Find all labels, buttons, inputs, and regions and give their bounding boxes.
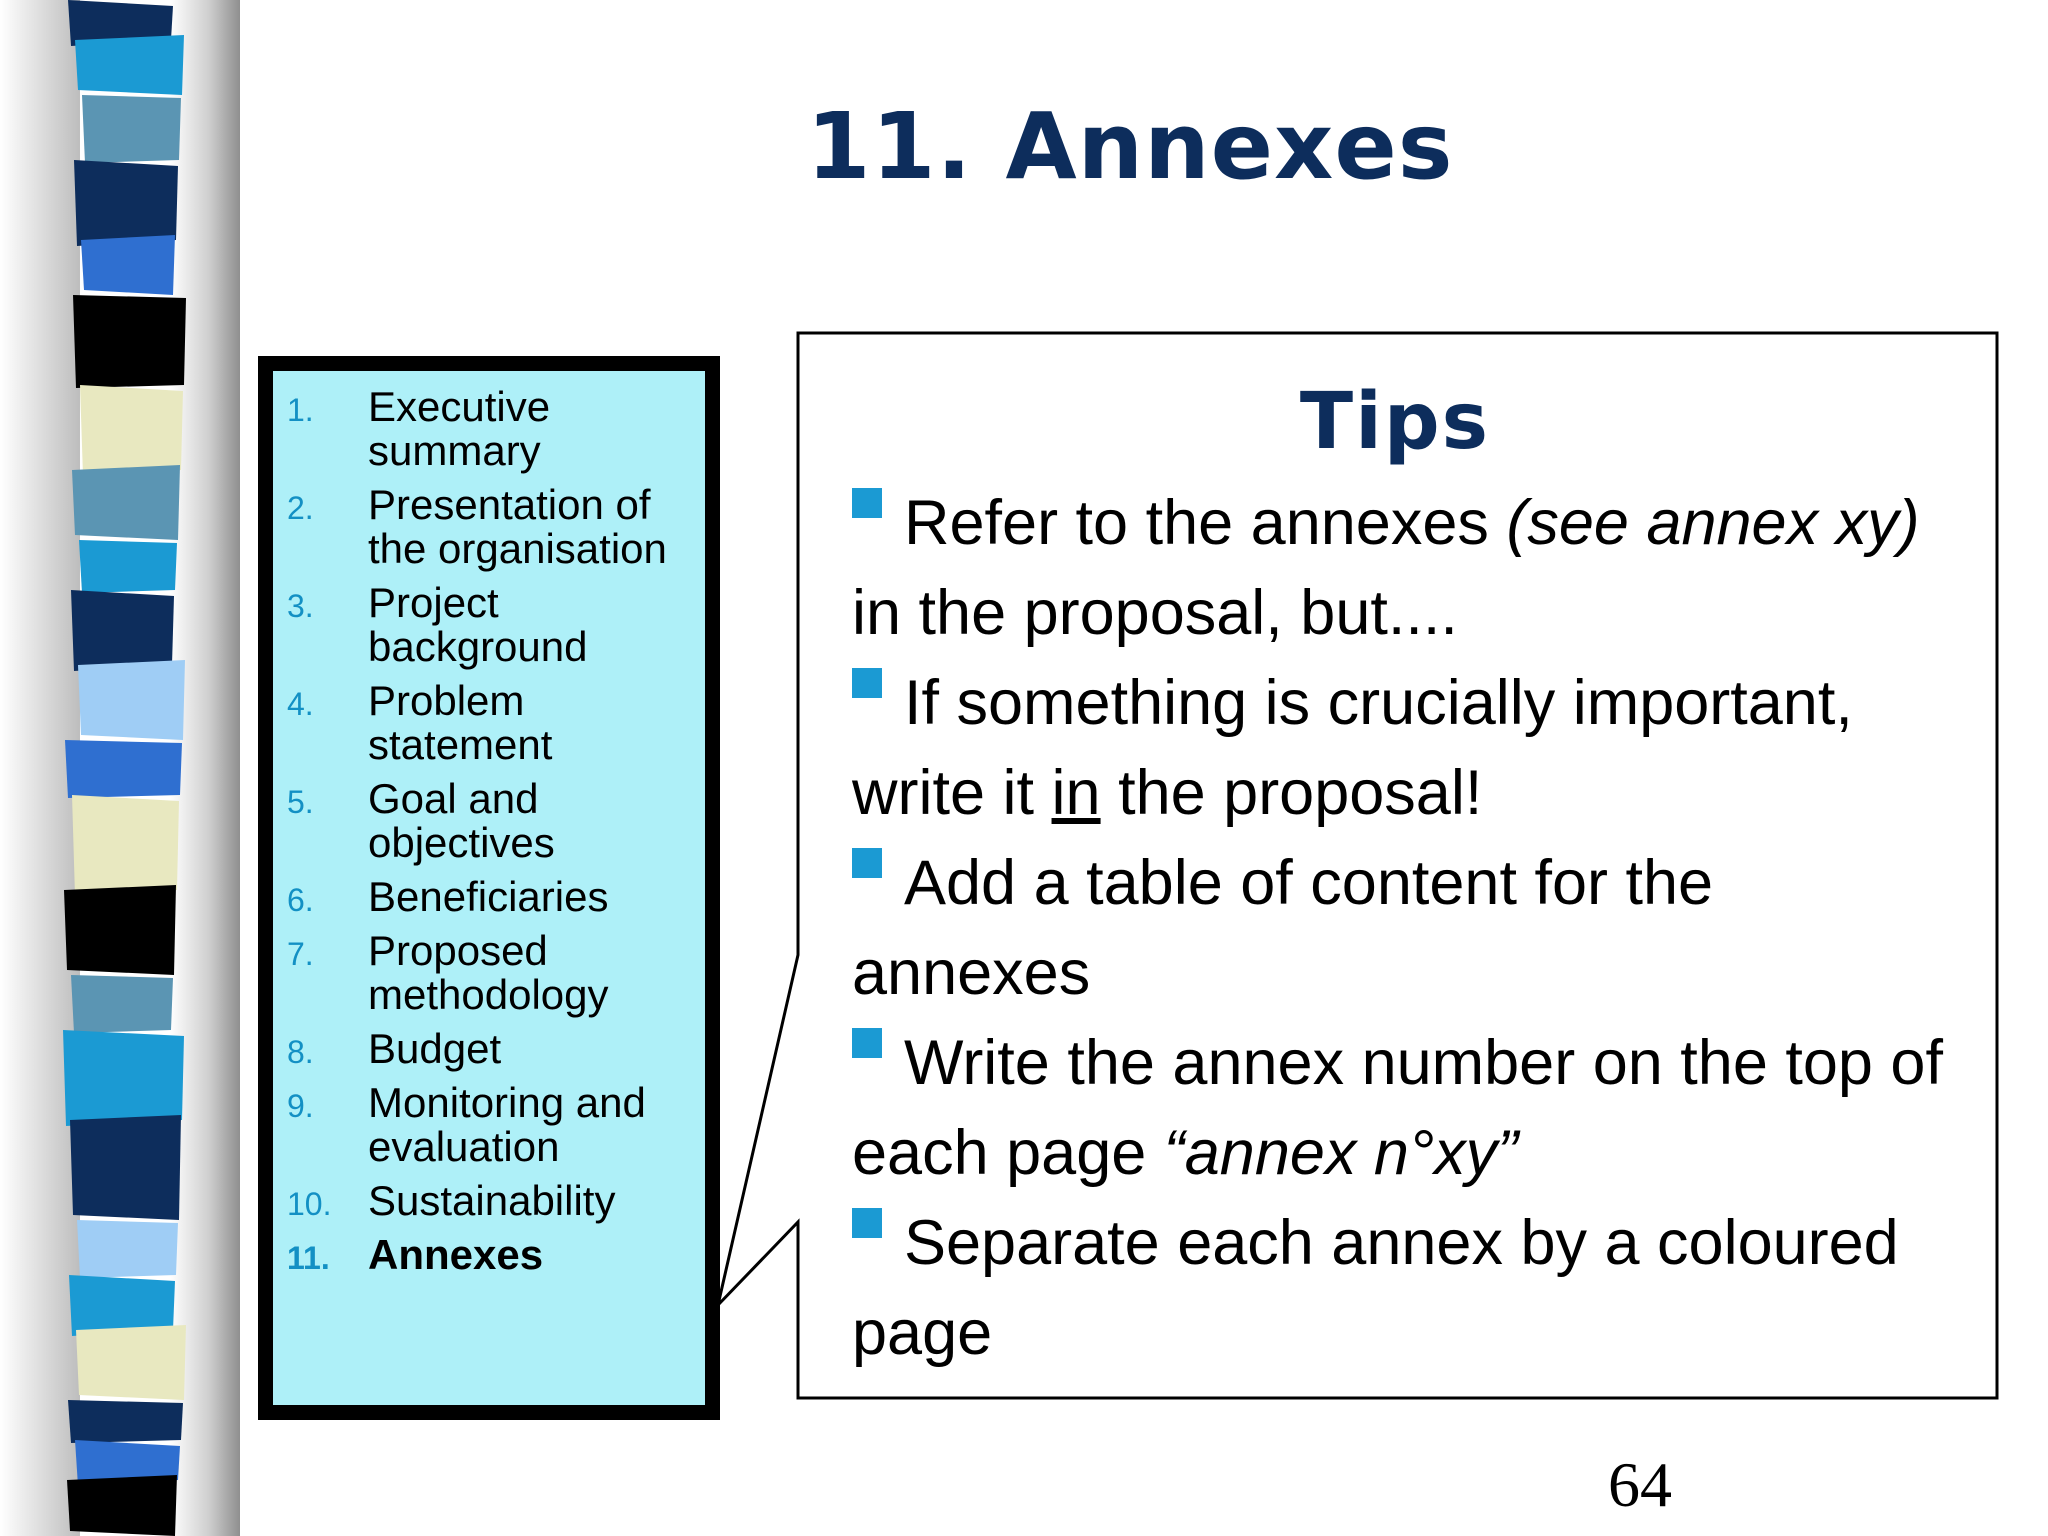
tip-text: If something is crucially important, write it	[852, 668, 1853, 828]
tip-item	[852, 1018, 1962, 1198]
agenda-item-number: 5.	[287, 784, 314, 820]
square-bullet-icon	[852, 488, 882, 518]
agenda-item-label: Annexes	[368, 1231, 544, 1278]
tip-item	[852, 1198, 1962, 1378]
agenda-item-label: Beneficiaries	[368, 873, 609, 920]
agenda-item-label: Budget	[368, 1025, 502, 1072]
square-bullet-icon	[852, 1208, 882, 1238]
tip-text: in	[1051, 758, 1101, 828]
agenda-item-number: 1.	[287, 392, 314, 428]
agenda-item-label: Sustainability	[368, 1177, 616, 1224]
agenda-item-label: Presentation of the organisation	[368, 481, 667, 572]
tip-text: in the proposal, but....	[852, 578, 1458, 648]
agenda-item-label: Proposed methodology	[368, 927, 609, 1018]
tip-text: the proposal!	[1100, 758, 1483, 828]
tip-text: Add a table of content for the annexes	[852, 848, 1714, 1008]
page-number: 64	[1608, 1449, 1672, 1520]
square-bullet-icon	[852, 1028, 882, 1058]
square-bullet-icon	[852, 668, 882, 698]
tip-text: Write the annex number on the top of each page	[852, 1028, 1943, 1188]
tip-text: “annex n°xy”	[1163, 1118, 1519, 1188]
tips-list	[852, 478, 1962, 1378]
slide-title: 11. Annexes	[806, 93, 1454, 200]
agenda-item-label: Problem statement	[368, 677, 553, 768]
agenda-item-number: 3.	[287, 588, 314, 624]
tip-item	[852, 658, 1962, 838]
tip-item	[852, 838, 1962, 1018]
tip-text: Separate each annex by a coloured page	[852, 1208, 1899, 1368]
agenda-item-number: 11.	[287, 1240, 330, 1276]
tips-heading: Tips	[1299, 377, 1491, 467]
tips-callout	[800, 335, 1990, 1395]
tip-item	[852, 478, 1962, 658]
agenda-item-number: 8.	[287, 1034, 314, 1070]
tip-text: Refer to the annexes	[904, 488, 1507, 558]
agenda-item-label: Monitoring and evaluation	[368, 1079, 646, 1170]
agenda-item-number: 7.	[287, 936, 314, 972]
square-bullet-icon	[852, 848, 882, 878]
agenda-item-number: 10.	[287, 1186, 332, 1222]
agenda-item-number: 9.	[287, 1088, 314, 1124]
agenda-item-label: Goal and objectives	[368, 775, 555, 866]
tip-text: (see annex xy)	[1506, 488, 1920, 558]
agenda-item-number: 2.	[287, 490, 314, 526]
agenda-item-number: 6.	[287, 882, 314, 918]
agenda-item-label: Executive summary	[368, 383, 551, 474]
agenda-item-number: 4.	[287, 686, 314, 722]
agenda-item-label: Project background	[368, 579, 588, 670]
